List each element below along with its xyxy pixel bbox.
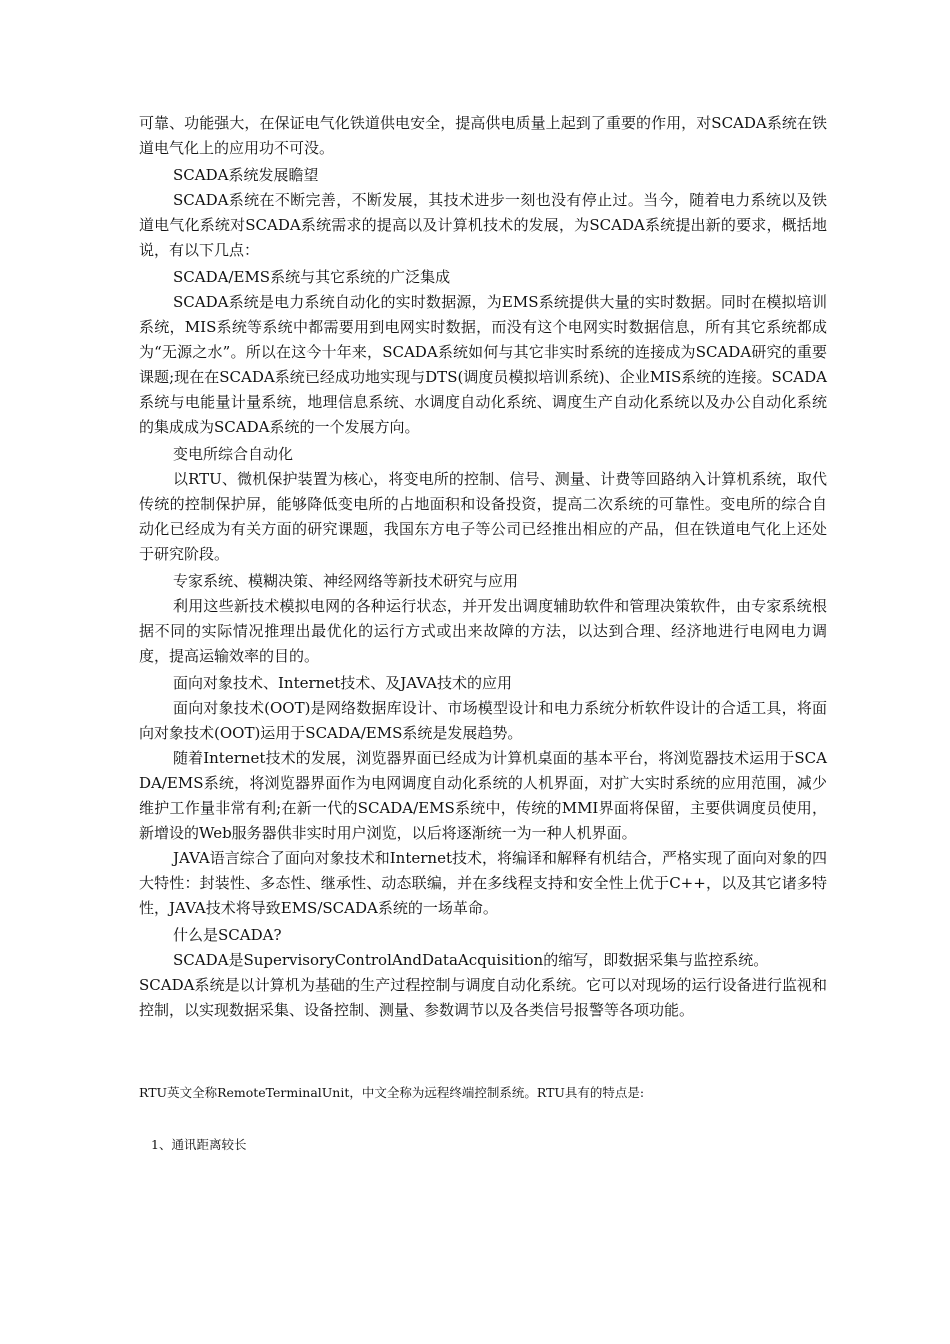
heading-scada-outlook: SCADA系统发展瞻望 (173, 166, 319, 184)
heading-what-is-scada: 什么是SCADA? (173, 926, 282, 944)
paragraph-intro-continued: 可靠、功能强大，在保证电气化铁道供电安全，提高供电质量上起到了重要的作用，对SCADA系统在铁道电气化上的应用功不可没。 (139, 114, 827, 157)
heading-expert-systems: 专家系统、模糊决策、神经网络等新技术研究与应用 (173, 572, 519, 590)
paragraph-scada-definition: SCADA是SupervisoryControlAndDataAcquisition的缩写，即数据采集与监控系统。 (173, 951, 769, 969)
heading-substation-automation: 变电所综合自动化 (173, 445, 294, 463)
document-page (139, 111, 827, 1155)
rtu-intro: RTU英文全称RemoteTerminalUnit，中文全称为远程终端控制系统。RTU具有的特点是: (139, 1085, 645, 1100)
paragraph-expert-systems: 利用这些新技术模拟电网的各种运行状态，并开发出调度辅助软件和管理决策软件，由专家系统根据不同的实际情况推理出最优化的运行方式或出来故障的方法，以达到合理、经济地进行电网电力调度，提高运输效率的目的。 (139, 597, 827, 665)
heading-oot-internet-java: 面向对象技术、Internet技术、及JAVA技术的应用 (173, 674, 512, 692)
paragraph-integration: SCADA系统是电力系统自动化的实时数据源，为EMS系统提供大量的实时数据。同时在模拟培训系统，MIS系统等系统中都需要用到电网实时数据，而没有这个电网实时数据信息，所有其它系统都成为“无源之水”。所以在这今十年来，SCADA系统如何与其它非实时系统的连接成为SCADA研究的重要课题;现在在SCADA系统已经成功地实现与DTS(调度员模拟培训系统)、企业MIS系统的连接。SCADA系统与电能量计量系统，地理信息系统、水调度自动化系统、调度生产自动化系统以及办公自动化系统的集成成为SCADA系统的一个发展方向。 (139, 293, 827, 436)
paragraph-substation: 以RTU、微机保护装置为核心，将变电所的控制、信号、测量、计费等回路纳入计算机系统，取代传统的控制保护屏，能够降低变电所的占地面积和设备投资，提高二次系统的可靠性。变电所的综合自动化已经成为有关方面的研究课题，我国东方电子等公司已经推出相应的产品，但在铁道电气化上还处于研究阶段。 (139, 470, 827, 563)
spacer (139, 1103, 827, 1135)
paragraph-scada-description: SCADA系统是以计算机为基础的生产过程控制与调度自动化系统。它可以对现场的运行设备进行监视和控制，以实现数据采集、设备控制、测量、参数调节以及各类信号报警等各项功能。 (139, 976, 827, 1019)
rtu-feature-item: 1、通讯距离较长 (151, 1137, 247, 1152)
paragraph-outlook: SCADA系统在不断完善，不断发展，其技术进步一刻也没有停止过。当今，随着电力系统以及铁道电气化系统对SCADA系统需求的提高以及计算机技术的发展，为SCADA系统提出新的要求，概括地说，有以下几点： (139, 191, 827, 259)
paragraph-oot: 面向对象技术(OOT)是网络数据库设计、市场模型设计和电力系统分析软件设计的合适工具，将面向对象技术(OOT)运用于SCADA/EMS系统是发展趋势。 (139, 699, 827, 742)
heading-system-integration: SCADA/EMS系统与其它系统的广泛集成 (173, 268, 451, 286)
paragraph-internet: 随着Internet技术的发展，浏览器界面已经成为计算机桌面的基本平台，将浏览器技术运用于SCADA/EMS系统，将浏览器界面作为电网调度自动化系统的人机界面，对扩大实时系统的应用范围，减少维护工作量非常有利;在新一代的SCADA/EMS系统中，传统的MMI界面将保留，主要供调度员使用，新增设的Web服务器供非实时用户浏览，以后将逐渐统一为一种人机界面。 (139, 749, 827, 842)
spacer (139, 1023, 827, 1083)
paragraph-java: JAVA语言综合了面向对象技术和Internet技术，将编译和解释有机结合，严格实现了面向对象的四大特性：封装性、多态性、继承性、动态联编，并在多线程支持和安全性上优于C++，以及其它诸多特性，JAVA技术将导致EMS/SCADA系统的一场革命。 (139, 849, 827, 917)
